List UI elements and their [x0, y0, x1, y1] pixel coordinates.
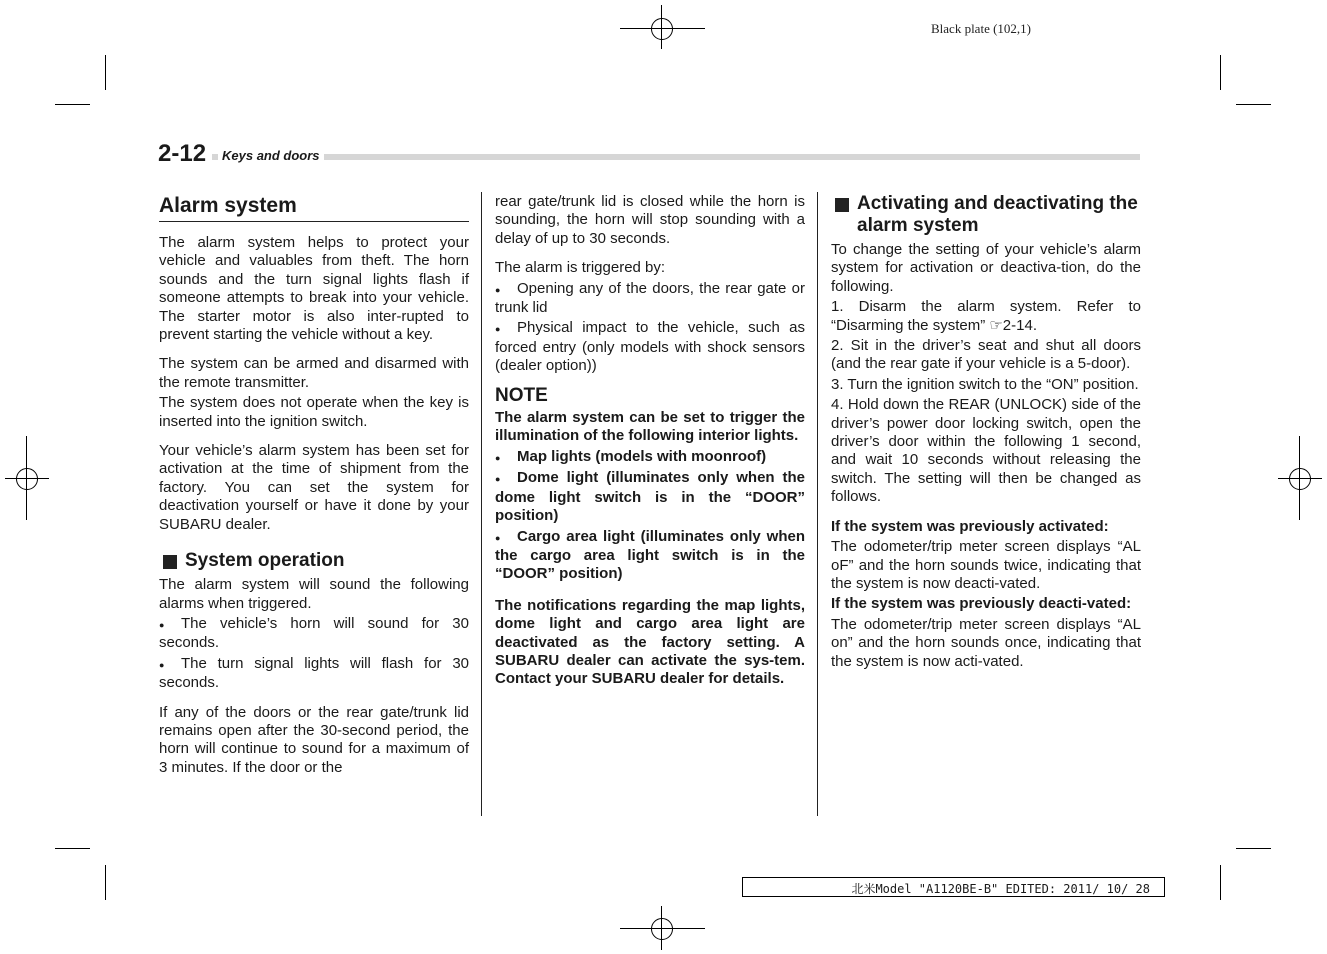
paragraph: To change the setting of your vehicle’s alarm system for activation or deactiva-tion, do the following. [831, 241, 1141, 295]
bullet-icon: ● [495, 324, 501, 335]
bullet-item [159, 655, 469, 693]
subheading: If the system was previously deacti-vated: [831, 595, 1132, 613]
crop-mark [1236, 104, 1271, 105]
page-number: 2-12 [158, 140, 212, 168]
bullet-item [159, 615, 469, 653]
bullet-icon: ● [159, 619, 165, 630]
paragraph: The system can be armed and disarmed with the remote transmitter. [159, 355, 469, 391]
section-heading-text: Activating and deactivating the alarm system [857, 193, 1138, 236]
bullet-text: The vehicle’s horn will sound for 30 seconds. [159, 614, 469, 652]
step-2: 2. Sit in the driver’s seat and shut all doors (and the rear gate if your vehicle is a 5-door). [831, 337, 1141, 373]
step-3: 3. Turn the ignition switch to the “ON” position. [831, 375, 1139, 393]
paragraph: The alarm is triggered by: [495, 259, 666, 277]
bullet-icon: ● [495, 474, 501, 485]
plate-label: Black plate (102,1) [931, 21, 1031, 36]
crop-mark [105, 865, 106, 900]
bullet-text: Opening any of the doors, the rear gate or trunk lid [495, 279, 805, 317]
crop-mark [55, 104, 90, 105]
crop-mark [1236, 848, 1271, 849]
bullet-icon: ● [495, 452, 501, 463]
section-heading [831, 193, 1141, 237]
bullet-item [495, 319, 805, 375]
bullet-text: The turn signal lights will flash for 30 seconds. [159, 654, 469, 692]
note-bullet [495, 469, 805, 525]
paragraph: The alarm system will sound the following alarms when triggered. [159, 576, 469, 612]
step-1: 1. Disarm the alarm system. Refer to “Disarming the system” ☞2-14. [831, 298, 1141, 334]
column-divider [817, 192, 818, 816]
note-title: NOTE [495, 384, 548, 406]
subheading: If the system was previously activated: [831, 517, 1109, 535]
column-divider [481, 192, 482, 816]
paragraph: If any of the doors or the rear gate/trunk lid remains open after the 30-second period, the horn will continue to sound for a maximum of 3 minutes. If the door or the [159, 703, 469, 776]
bullet-icon: ● [495, 532, 501, 543]
section-heading [159, 550, 469, 572]
column-2 [495, 193, 805, 700]
step-4: 4. Hold down the REAR (UNLOCK) side of the driver’s power door locking switch, open the driver’s door within the following 1 second, and wait 10 seconds without releasing the switch. The setting will then be changed as follows. [831, 396, 1141, 506]
section-heading-text: System operation [185, 550, 345, 572]
footer-edit-stamp: 北米Model "A1120BE-B" EDITED: 2011/ 10/ 28 [742, 877, 1165, 897]
note-paragraph: The notifications regarding the map lights, dome light and cargo area light are deactivated as the factory setting. A SUBARU dealer can activate the sys-tem. Contact your SUBARU dealer for details. [495, 596, 805, 688]
bullet-text: Physical impact to the vehicle, such as forced entry (only models with shock sensors (dealer option)) [495, 319, 805, 375]
note-paragraph: The alarm system can be set to trigger the illumination of the following interior lights. [495, 409, 805, 445]
paragraph: rear gate/trunk lid is closed while the horn is sounding, the horn will stop sounding with a delay of up to 30 seconds. [495, 193, 805, 247]
header-bar [210, 154, 1140, 160]
column-1 [159, 193, 469, 788]
bullet-item [495, 280, 805, 318]
crop-mark [1220, 865, 1221, 900]
paragraph: Your vehicle’s alarm system has been set for activation at the time of shipment from the factory. You can set the system for deactivation yourself or have it done by your SUBARU dealer. [159, 442, 469, 533]
paragraph: The odometer/trip meter screen displays “AL on” and the horn sounds once, indicating that the system is now acti-vated. [831, 615, 1141, 670]
paragraph: The system does not operate when the key is inserted into the ignition switch. [159, 394, 469, 430]
crop-mark [55, 848, 90, 849]
column-3 [831, 193, 1141, 682]
bullet-text: Cargo area light (illuminates only when the cargo area light switch is in the “DOOR” position) [495, 527, 805, 583]
square-bullet-icon [835, 198, 849, 212]
page-title: Alarm system [159, 193, 469, 222]
bullet-icon: ● [159, 659, 165, 670]
paragraph: The odometer/trip meter screen displays “AL oF” and the horn sounds twice, indicating that the system is now deacti-vated. [831, 538, 1141, 592]
bullet-icon: ● [495, 284, 501, 295]
bullet-text: Map lights (models with moonroof) [517, 447, 767, 465]
crop-mark [105, 55, 106, 90]
bullet-text: Dome light (illuminates only when the dome light switch is in the “DOOR” position) [495, 469, 805, 525]
paragraph: The alarm system helps to protect your vehicle and valuables from theft. The horn sounds and the turn signal lights flash if someone attempts to break into your vehicle. The starter motor is also inter-rupted to prevent starting the vehicle without a key. [159, 234, 469, 344]
note-bullet [495, 528, 805, 584]
note-bullet [495, 448, 805, 467]
section-label: Keys and doors [218, 148, 324, 163]
crop-mark [1220, 55, 1221, 90]
square-bullet-icon [163, 555, 177, 569]
